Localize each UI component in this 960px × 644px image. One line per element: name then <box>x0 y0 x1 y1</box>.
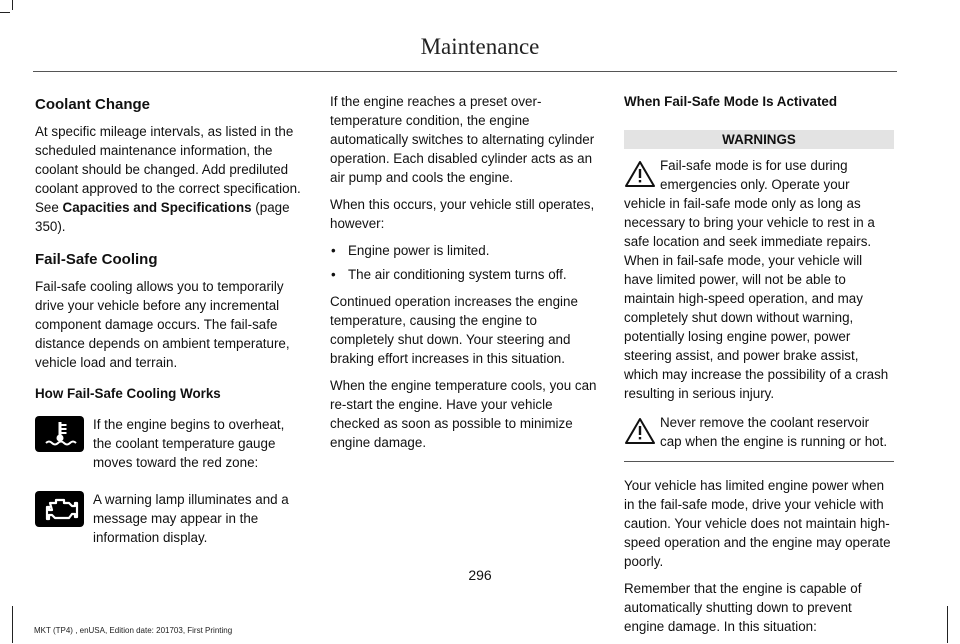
restart-engine-paragraph: When the engine temperature cools, you can re-start the engine. Have your vehicle checked as soon as possible to minimize engine damage. <box>330 378 597 450</box>
vehicle-still-operates-paragraph: When this occurs, your vehicle still operates, however: <box>330 197 595 231</box>
crop-mark <box>12 606 13 643</box>
warnings-header: WARNINGS <box>624 130 894 149</box>
auto-shutdown-paragraph: Remember that the engine is capable of automatically shutting down to prevent engine damage. In this situation: <box>624 581 862 634</box>
coolant-text-a: At specific mileage intervals, as listed in the scheduled maintenance information, the coolant should be changed. Add prediluted coolant approved to the correct specification. See <box>35 124 301 215</box>
warning-coolant-cap-text: Never remove the coolant reservoir cap when the engine is running or hot. <box>660 415 888 449</box>
column-right <box>624 92 894 644</box>
warning-fail-safe <box>624 156 894 403</box>
coolant-change-paragraph <box>35 122 304 236</box>
limitations-list <box>330 241 600 284</box>
column-middle <box>330 92 600 460</box>
list-item: • Engine power is limited. <box>330 241 600 260</box>
engine-warning-icon <box>35 491 84 527</box>
warning-coolant-cap <box>624 413 894 451</box>
capacities-link[interactable]: Capacities and Specifications <box>62 200 252 215</box>
warning-triangle-icon <box>624 160 656 188</box>
coolant-gauge-row <box>35 415 304 472</box>
continued-operation-paragraph: Continued operation increases the engine temperature, causing the engine to completely shut down. Your steering and braking effort increases in this situation. <box>330 294 578 366</box>
engine-lamp-text: A warning lamp illuminates and a message may appear in the information display. <box>93 492 289 545</box>
crop-mark <box>947 606 948 643</box>
coolant-gauge-text: If the engine begins to overheat, the coolant temperature gauge moves toward the red zone: <box>93 417 285 470</box>
over-temperature-paragraph: If the engine reaches a preset over-temperature condition, the engine automatically switches to alternating cylinder operation. Each disabled cylinder acts as an air pump and cools the engine. <box>330 94 595 185</box>
crop-mark <box>12 0 13 10</box>
column-left <box>35 92 304 561</box>
coolant-change-heading: Coolant Change <box>35 96 150 113</box>
warnings-separator <box>624 461 894 462</box>
coolant-text-b: (page 350). <box>35 200 290 234</box>
engine-lamp-row <box>35 490 304 547</box>
fail-safe-activated-heading: When Fail-Safe Mode Is Activated <box>624 94 838 109</box>
edition-footer: MKT (TP4) , enUSA, Edition date: 201703, First Printing <box>34 626 233 635</box>
page-number: 296 <box>468 567 492 583</box>
page-title: Maintenance <box>420 34 540 59</box>
fail-safe-cooling-heading: Fail-Safe Cooling <box>35 251 158 268</box>
warning-triangle-icon <box>624 417 656 445</box>
fail-safe-cooling-paragraph: Fail-safe cooling allows you to temporarily drive your vehicle before any incremental component damage occurs. The fail-safe distance depends on ambient temperature, vehicle load and terrain. <box>35 279 290 370</box>
coolant-temperature-icon <box>35 416 84 452</box>
header-rule <box>33 71 897 72</box>
list-item: • The air conditioning system turns off. <box>330 265 600 284</box>
limited-power-paragraph: Your vehicle has limited engine power when in the fail-safe mode, drive your vehicle with caution. Your vehicle does not maintain high-speed operation and the engine may operate poorly. <box>624 478 891 569</box>
how-fail-safe-heading: How Fail-Safe Cooling Works <box>35 386 221 401</box>
warning-fail-safe-text: Fail-safe mode is for use during emergencies only. Operate your vehicle in fail-safe mode only as long as necessary to bring your vehicle to rest in a safe location and seek immediate repairs. When in fail-safe mode, your vehicle will have limited power, will not be able to maintain high-speed operation, and may completely shut down without warning, potentially losing engine power, power steering assist, and power brake assist, which may increase the possibility of a crash resulting in serious injury. <box>624 158 889 401</box>
crop-mark <box>0 12 10 13</box>
